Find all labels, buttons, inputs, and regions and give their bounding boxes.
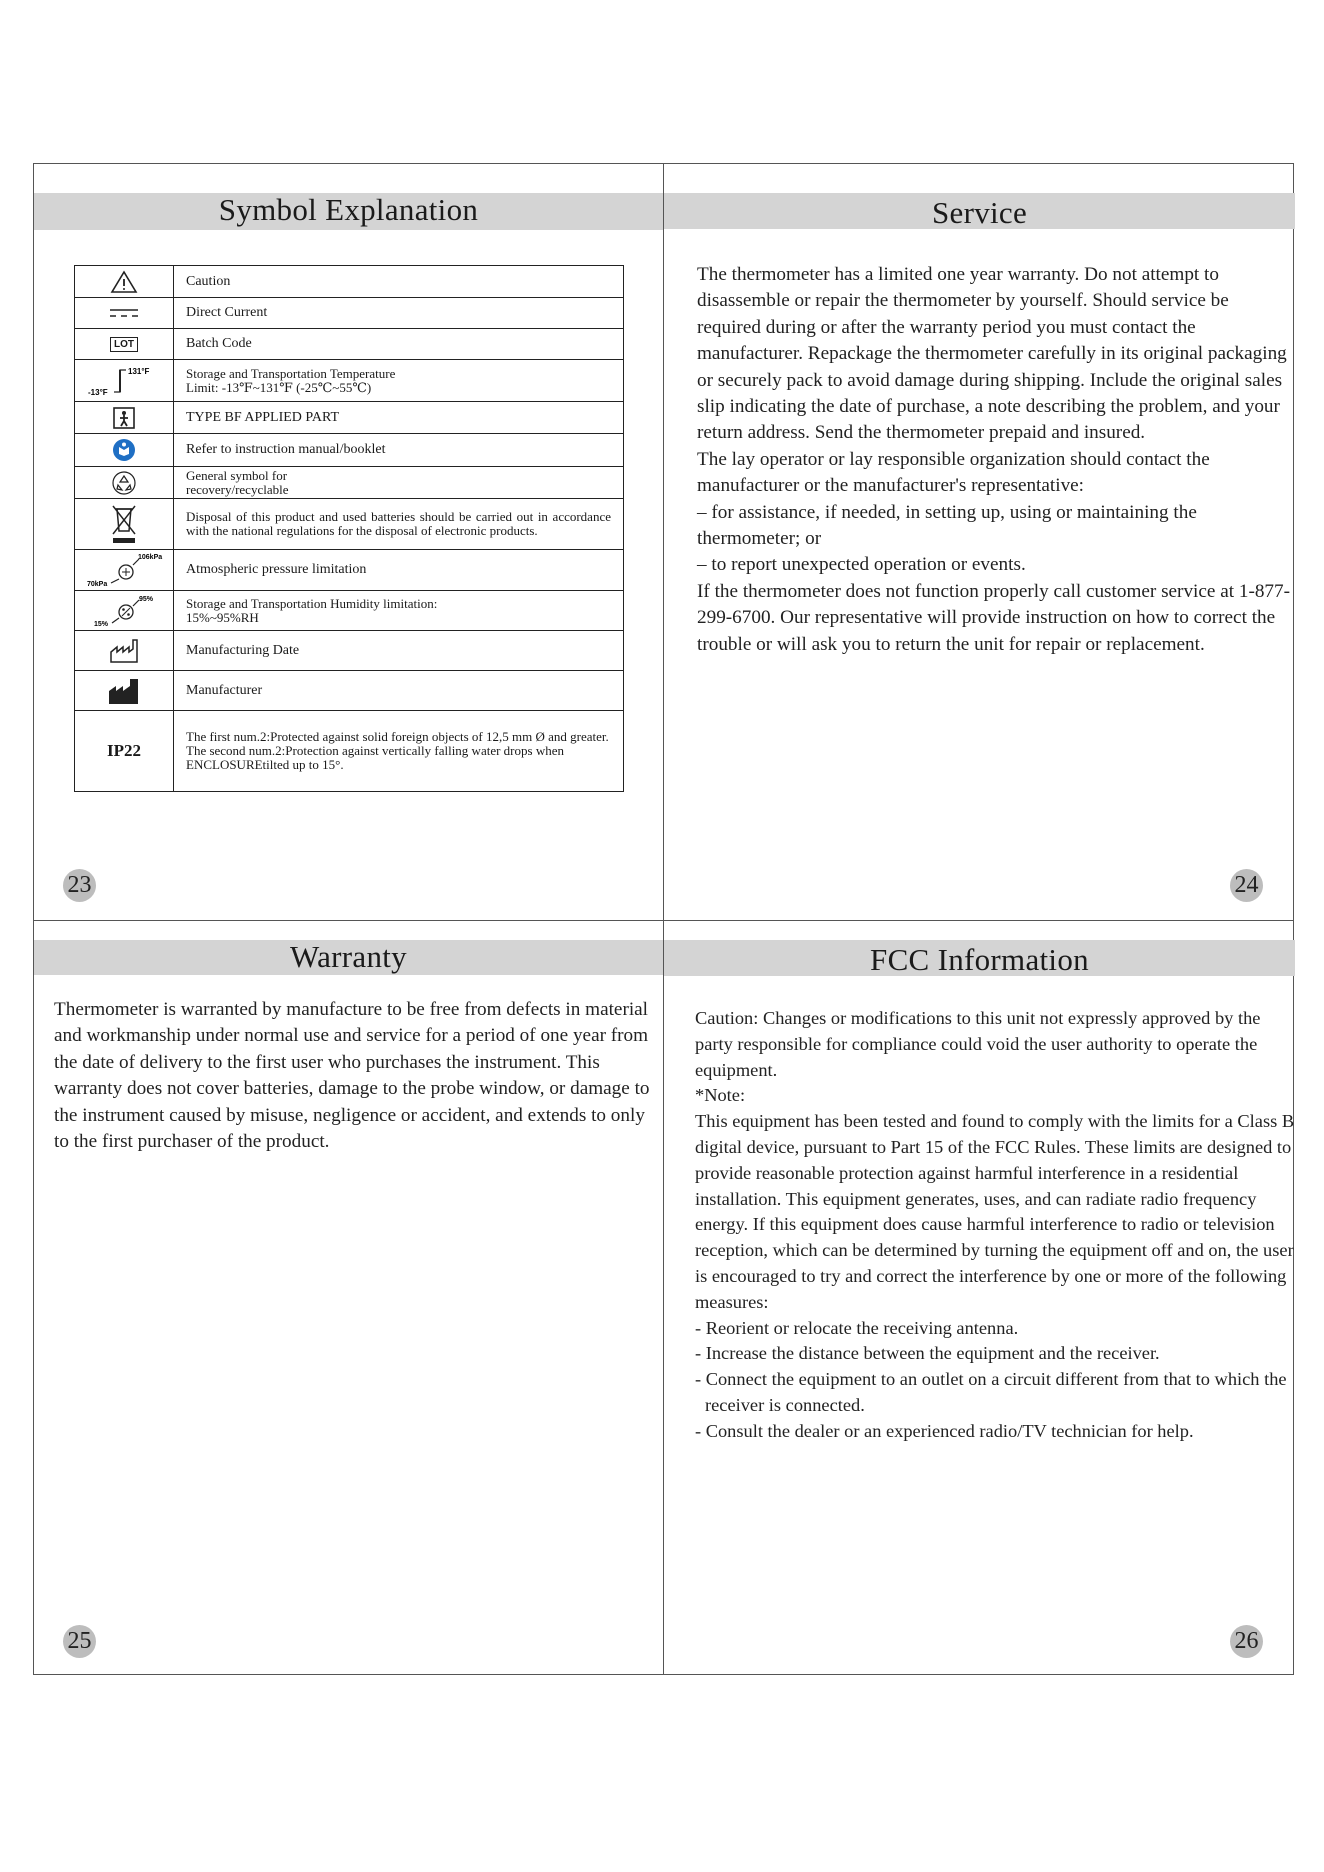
symbol-description: Atmospheric pressure limitation — [174, 550, 624, 591]
fcc-measure: - Connect the equipment to an outlet on a circuit different from that to which the receiver is connected. — [695, 1369, 1287, 1415]
symbol-description: General symbol for recovery/recyclable — [174, 467, 624, 499]
service-paragraph: If the thermometer does not function properly call customer service at 1-877-299-6700. Our representative will provide instruction on how to correct the trouble or will ask you to return the unit for repair or replacement. — [697, 580, 1291, 655]
type-bf-icon — [75, 402, 174, 434]
table-row — [75, 402, 624, 434]
instruction-manual-icon — [75, 434, 174, 467]
manufacturer-icon — [75, 671, 174, 711]
fcc-paragraph: Caution: Changes or modifications to this unit not expressly approved by the party responsible for compliance could void the user authority to operate the equipment. — [695, 1008, 1261, 1080]
symbol-description: Disposal of this product and used batteries should be carried out in accordance with the national regulations for the disposal of electronic products. — [174, 499, 624, 550]
table-row — [75, 671, 624, 711]
service-paragraph: The thermometer has a limited one year warranty. Do not attempt to disassemble or repair the thermometer by yourself. Should service be required during or after the warranty period you must contact the manufacturer. Repackage the thermometer carefully in its original packaging or securely pack to avoid damage during shipping. Include the original sales slip indicating the date of purchase, a note describing the problem, and your return address. Send the thermometer prepaid and insured. — [697, 264, 1287, 444]
temp-high-label: 131°F — [128, 366, 150, 376]
service-body — [697, 262, 1293, 658]
symbol-description: Refer to instruction manual/booklet — [174, 434, 624, 467]
symbol-table — [74, 265, 624, 792]
manufacturing-date-icon — [75, 631, 174, 671]
service-page-title: Service — [664, 193, 1295, 229]
fcc-measure: - Consult the dealer or an experienced radio/TV technician for help. — [695, 1420, 1194, 1441]
warranty-paragraph: Thermometer is warranted by manufacture to be free from defects in material and workmanship under normal use and service for a period of one year from the date of delivery to the first user who purchases the instrument. This warranty does not cover batteries, damage to the probe window, or damage to the instrument caused by misuse, negligence or accident, and extends to only to the first purchaser of the product. — [54, 999, 650, 1153]
vertical-divider — [663, 164, 664, 1674]
temp-low-label: -13°F — [88, 387, 108, 397]
ip22-label: IP22 — [75, 711, 174, 792]
weee-bin-icon — [75, 499, 174, 550]
symbol-description: Storage and Transportation Temperature Limit: -13℉~131℉ (-25℃~55℃) — [174, 360, 624, 402]
page-number-24: 24 — [1230, 869, 1263, 902]
symbol-description: Direct Current — [174, 298, 624, 329]
table-row — [75, 298, 624, 329]
fcc-note-label: *Note: — [695, 1085, 746, 1106]
recycle-icon — [75, 467, 174, 499]
symbol-description: Caution — [174, 266, 624, 298]
direct-current-icon — [75, 298, 174, 329]
table-row — [75, 360, 624, 402]
table-row — [75, 329, 624, 360]
service-bullet: – to report unexpected operation or events. — [697, 554, 1026, 576]
table-row — [75, 591, 624, 631]
page-number-25: 25 — [63, 1625, 96, 1658]
symbol-description: Batch Code — [174, 329, 624, 360]
fcc-page-title: FCC Information — [664, 940, 1295, 976]
humidity-low-label: 15% — [94, 620, 109, 628]
humidity-limit-icon — [75, 591, 174, 631]
symbol-description: Storage and Transportation Humidity limitation: 15%~95%RH — [174, 591, 624, 631]
pressure-limit-icon — [75, 550, 174, 591]
symbol-description: TYPE BF APPLIED PART — [174, 402, 624, 434]
symbol-description: Manufacturer — [174, 671, 624, 711]
lot-icon-label: LOT — [110, 337, 138, 352]
table-row — [75, 266, 624, 298]
symbol-page-title: Symbol Explanation — [34, 193, 663, 230]
temperature-limit-icon — [75, 360, 174, 402]
caution-triangle-icon — [75, 266, 174, 298]
table-row — [75, 711, 624, 792]
service-bullet: – for assistance, if needed, in setting up, using or maintaining the thermometer; or — [697, 501, 1197, 550]
warranty-page-title: Warranty — [34, 940, 663, 975]
page-number-26: 26 — [1230, 1625, 1263, 1658]
horizontal-divider — [34, 920, 1293, 921]
symbol-description: Manufacturing Date — [174, 631, 624, 671]
fcc-paragraph: This equipment has been tested and found to comply with the limits for a Class B digital device, pursuant to Part 15 of the FCC Rules. These limits are designed to provide reasonable protection against harmful interference in a residential installation. This equipment generates, uses, and can radiate radio frequency energy. If this equipment does cause harmful interference to radio or television reception, which can be determined by turning the equipment off and on, the user is encouraged to try and correct the interference by one or more of the following measures: — [695, 1111, 1295, 1312]
table-row — [75, 499, 624, 550]
pressure-low-label: 70kPa — [87, 581, 108, 588]
symbol-description: The first num.2:Protected against solid foreign objects of 12,5 mm Ø and greater. The second num.2:Protection against vertically falling water drops when ENCLOSUREtilted up to 15°. — [174, 711, 624, 792]
fcc-body — [695, 1006, 1295, 1445]
table-row — [75, 631, 624, 671]
humidity-high-label: 95% — [139, 595, 154, 603]
fcc-measure: - Reorient or relocate the receiving antenna. — [695, 1317, 1019, 1338]
lot-icon — [75, 329, 174, 360]
manual-spread — [33, 163, 1294, 1675]
table-row — [75, 434, 624, 467]
table-row — [75, 467, 624, 499]
service-paragraph: The lay operator or lay responsible organization should contact the manufacturer or the manufacturer's representative: — [697, 448, 1210, 497]
table-row — [75, 550, 624, 591]
pressure-high-label: 106kPa — [138, 554, 163, 561]
page-number-23: 23 — [63, 869, 96, 902]
fcc-measure: - Increase the distance between the equipment and the receiver. — [695, 1343, 1160, 1364]
warranty-body — [54, 997, 657, 1155]
